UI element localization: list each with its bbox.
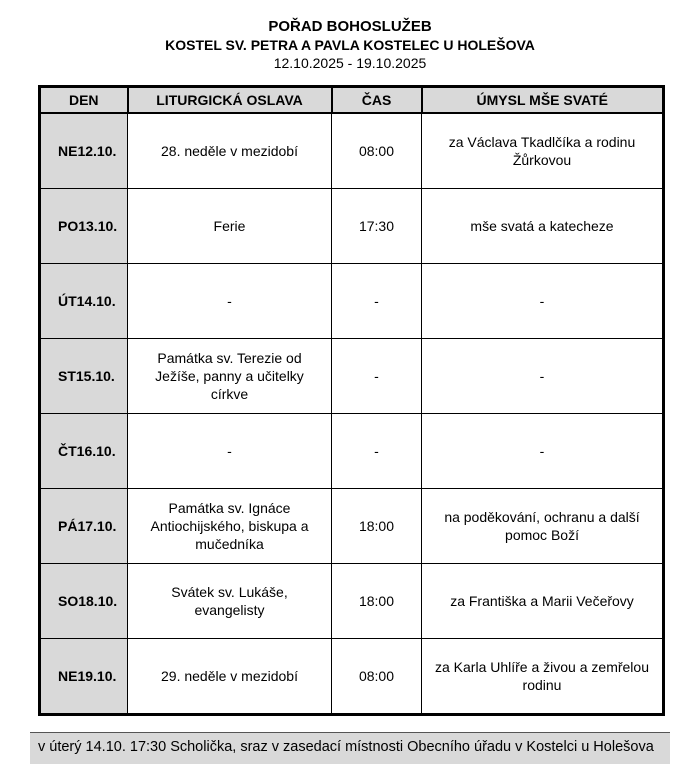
column-header-intention: ÚMYSL MŠE SVATÉ: [422, 87, 664, 114]
day-abbrev: PO: [58, 217, 79, 234]
day-date: 12.10.: [77, 142, 117, 159]
day-date: 17.10.: [77, 517, 117, 534]
day-date: 14.10.: [76, 292, 116, 309]
intention-cell: -: [422, 339, 664, 414]
day-abbrev: ČT: [58, 442, 77, 459]
time-cell: 08:00: [332, 113, 422, 189]
date-range: 12.10.2025 - 19.10.2025: [273, 55, 427, 71]
schedule-table: [38, 85, 665, 716]
day-abbrev: NE: [58, 667, 78, 684]
table-row: [40, 639, 664, 715]
day-cell: [40, 113, 128, 189]
day-inner: [51, 517, 117, 535]
time-cell: 08:00: [332, 639, 422, 715]
time-cell: -: [332, 414, 422, 489]
document-header: [38, 18, 662, 71]
time-cell: -: [332, 339, 422, 414]
day-date: 16.10.: [76, 442, 116, 459]
day-date: 18.10.: [78, 592, 118, 609]
day-inner: [51, 592, 117, 610]
celebration-cell: -: [128, 264, 332, 339]
time-cell: 17:30: [332, 189, 422, 264]
table-row: [40, 414, 664, 489]
day-abbrev: ST: [58, 367, 76, 384]
table-header-row: [40, 87, 664, 114]
day-inner: [51, 367, 117, 385]
day-date: 19.10.: [77, 667, 117, 684]
column-header-day: DEN: [40, 87, 128, 114]
column-header-celebration: LITURGICKÁ OSLAVA: [128, 87, 332, 114]
celebration-cell: Svátek sv. Lukáše, evangelisty: [128, 564, 332, 639]
intention-cell: za Václava Tkadlčíka a rodinu Žůrkovou: [422, 113, 664, 189]
column-header-time: ČAS: [332, 87, 422, 114]
intention-cell: -: [422, 264, 664, 339]
intention-cell: za Františka a Marii Večeřovy: [422, 564, 664, 639]
day-inner: [51, 142, 117, 160]
celebration-cell: Památka sv. Ignáce Antiochijského, biskupa a mučedníka: [128, 489, 332, 564]
day-cell: [40, 339, 128, 414]
celebration-cell: Ferie: [128, 189, 332, 264]
intention-cell: za Karla Uhlíře a živou a zemřelou rodinu: [422, 639, 664, 715]
footer-note: v úterý 14.10. 17:30 Scholička, sraz v zasedací místnosti Obecního úřadu v Kostelci u Holešova: [30, 732, 670, 764]
day-date: 15.10.: [75, 367, 115, 384]
table-row: [40, 489, 664, 564]
day-abbrev: PÁ: [58, 517, 78, 534]
day-inner: [51, 217, 117, 235]
table-row: [40, 564, 664, 639]
day-abbrev: NE: [58, 142, 78, 159]
day-cell: [40, 414, 128, 489]
intention-cell: -: [422, 414, 664, 489]
day-cell: [40, 489, 128, 564]
day-inner: [51, 292, 117, 310]
day-abbrev: ÚT: [58, 292, 77, 309]
celebration-cell: 28. neděle v mezidobí: [128, 113, 332, 189]
time-cell: 18:00: [332, 489, 422, 564]
document-title: POŘAD BOHOSLUŽEB: [268, 18, 432, 35]
day-cell: [40, 264, 128, 339]
day-inner: [51, 442, 117, 460]
church-name: KOSTEL SV. PETRA A PAVLA KOSTELEC U HOLEŠOVA: [165, 37, 535, 53]
time-cell: 18:00: [332, 564, 422, 639]
schedule-body: [40, 113, 664, 715]
table-row: [40, 113, 664, 189]
time-cell: -: [332, 264, 422, 339]
table-row: [40, 189, 664, 264]
intention-cell: mše svatá a katecheze: [422, 189, 664, 264]
day-inner: [51, 667, 117, 685]
intention-cell: na poděkování, ochranu a další pomoc Boží: [422, 489, 664, 564]
celebration-cell: -: [128, 414, 332, 489]
day-abbrev: SO: [58, 592, 79, 609]
day-cell: [40, 639, 128, 715]
celebration-cell: 29. neděle v mezidobí: [128, 639, 332, 715]
table-row: [40, 339, 664, 414]
table-row: [40, 264, 664, 339]
day-cell: [40, 564, 128, 639]
day-date: 13.10.: [78, 217, 118, 234]
day-cell: [40, 189, 128, 264]
celebration-cell: Památka sv. Terezie od Ježíše, panny a učitelky církve: [128, 339, 332, 414]
